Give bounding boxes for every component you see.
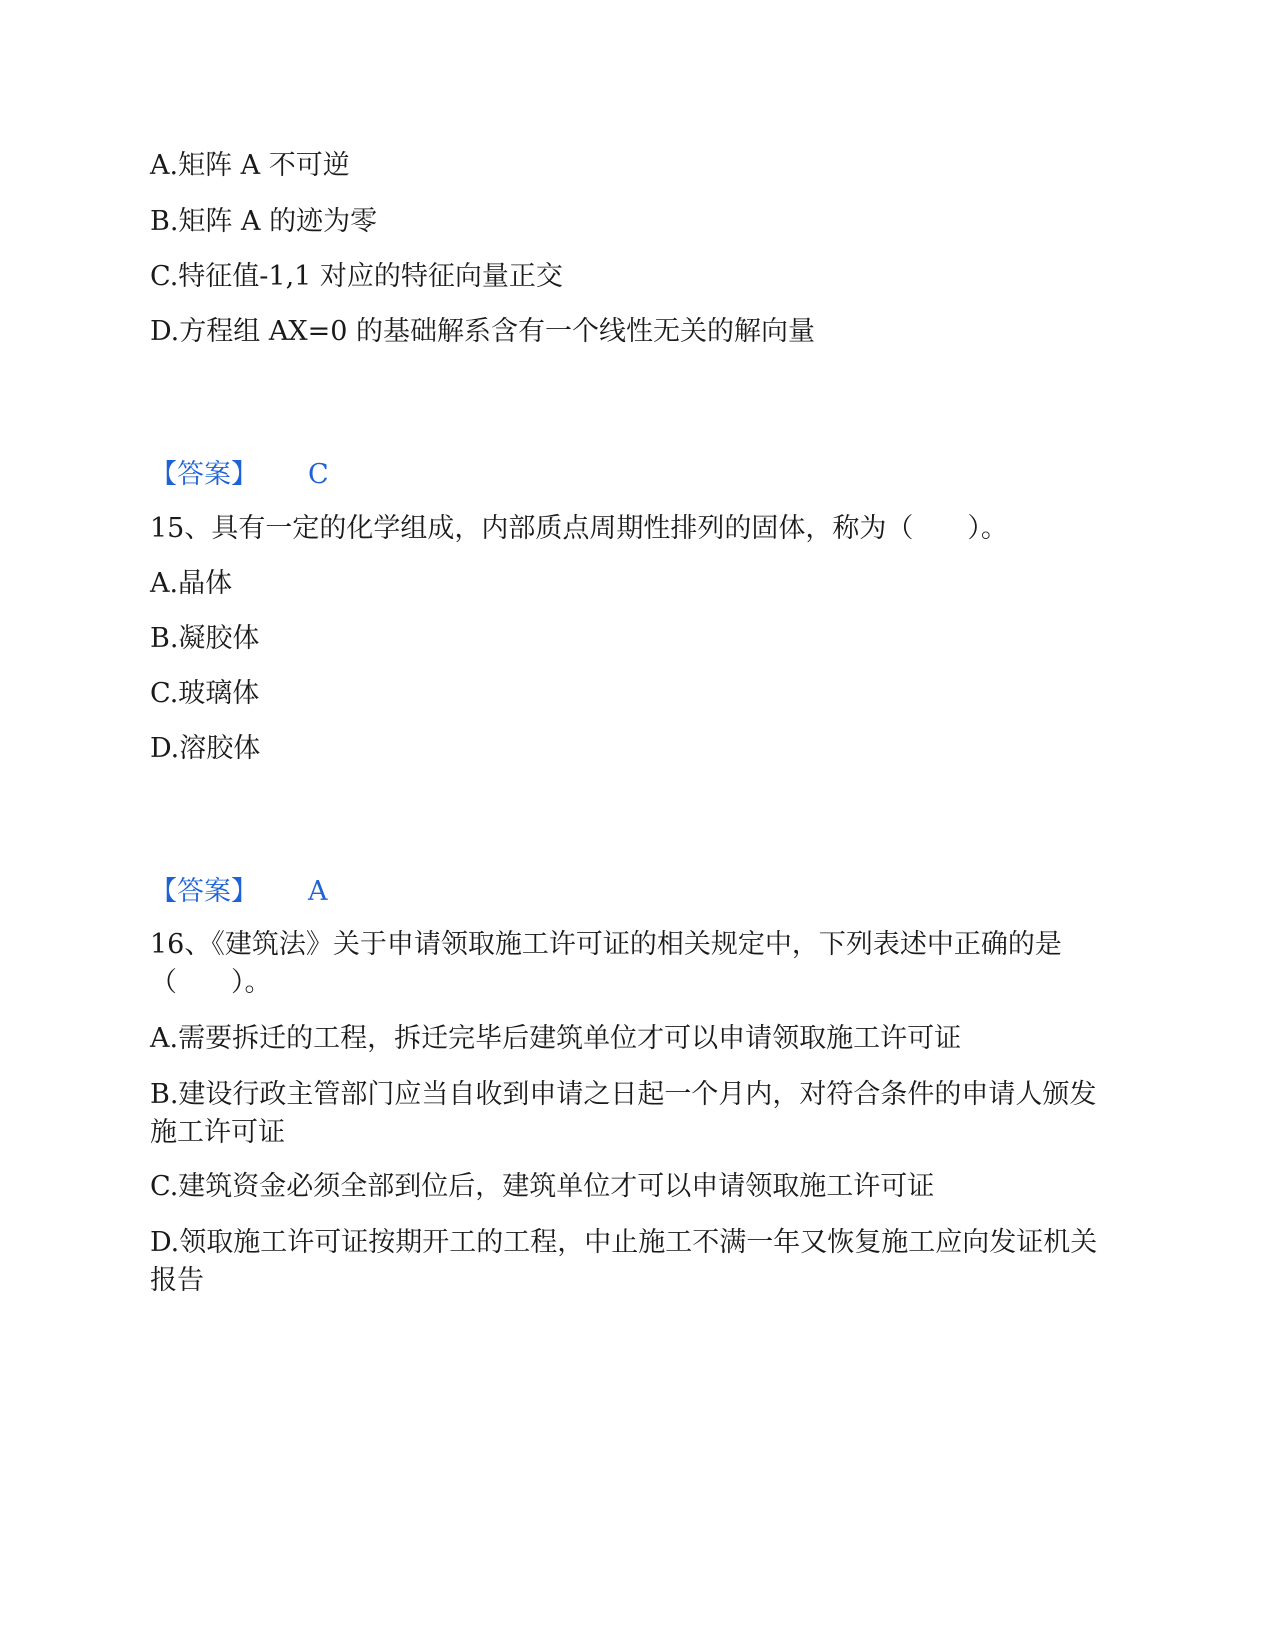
q15-option-d: D.溶胶体 [150,733,261,764]
q14-option-d: D.方程组 AX=0 的基础解系含有一个线性无关的解向量 [150,316,815,347]
q14-option-c: C.特征值-1,1 对应的特征向量正交 [150,261,563,292]
q16-option-c: C.建筑资金必须全部到位后，建筑单位才可以申请领取施工许可证 [150,1171,935,1202]
q16-option-d: D.领取施工许可证按期开工的工程，中止施工不满一年又恢复施工应向发证机关报告 [150,1227,1098,1296]
q16-option-b: B.建设行政主管部门应当自收到申请之日起一个月内，对符合条件的申请人颁发施工许可证 [150,1079,1097,1148]
answer-value: A [308,876,328,907]
q16-option-a: A.需要拆迁的工程，拆迁完毕后建筑单位才可以申请领取施工许可证 [150,1023,962,1054]
q15-option-b: B.凝胶体 [150,623,260,654]
q16-question: 16、《建筑法》关于申请领取施工许可证的相关规定中，下列表述中正确的是（ ）。 [150,929,1062,998]
answer-label: 【答案】 [150,876,258,907]
q15-answer [150,874,1120,910]
answer-value: C [308,459,329,490]
q14-option-b: B.矩阵 A 的迹为零 [150,206,378,237]
q15-option-a: A.晶体 [150,568,233,599]
q15-question: 15、具有一定的化学组成，内部质点周期性排列的固体，称为（ ）。 [150,513,1008,544]
q15-option-c: C.玻璃体 [150,678,260,709]
q14-option-a: A.矩阵 A 不可逆 [150,150,350,181]
answer-label: 【答案】 [150,459,258,490]
q14-answer [150,457,1120,493]
